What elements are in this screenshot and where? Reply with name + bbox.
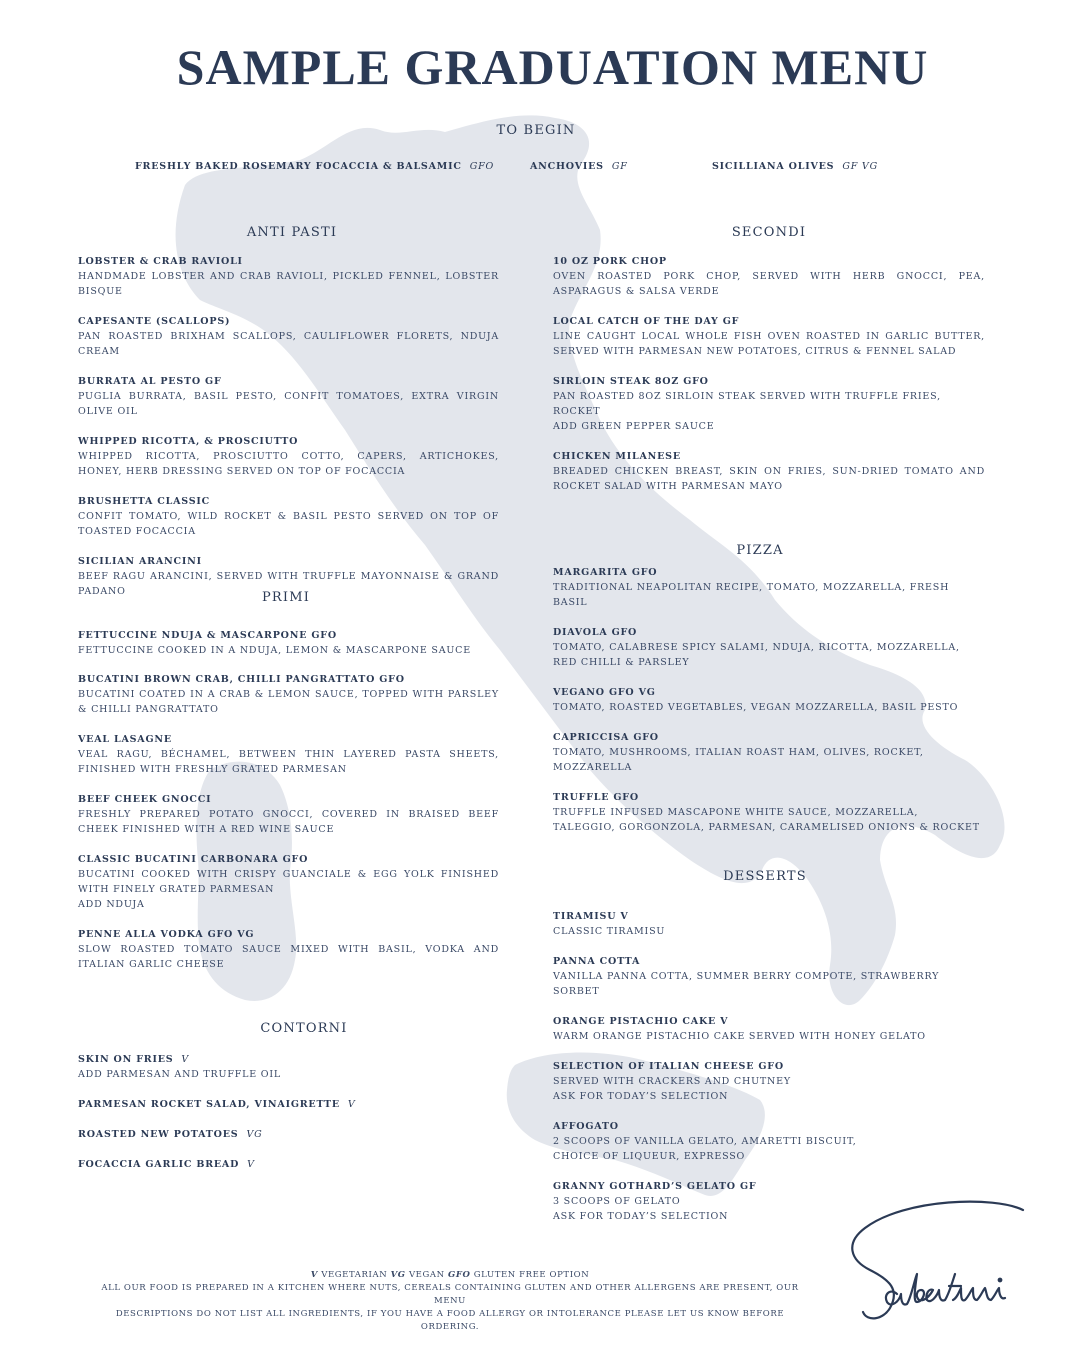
item-name: BUCATINI BROWN CRAB, CHILLI PANGRATTATO GFO: [78, 674, 405, 685]
item-name: PENNE ALLA VODKA GFO VG: [78, 929, 255, 940]
menu-item: [553, 254, 985, 299]
diet-tag: GF: [611, 161, 628, 172]
menu-item: [78, 792, 499, 837]
menu-item: [78, 374, 499, 419]
item-description-line: TRUFFLE INFUSED MASCAPONE WHITE SAUCE, MOZZARELLA,: [553, 807, 919, 818]
contorni-heading: CONTORNI: [260, 1021, 348, 1036]
legend-tag: VG: [390, 1270, 406, 1280]
menu-item: [553, 1014, 985, 1044]
item-name: CAPESANTE (SCALLOPS): [78, 316, 231, 327]
logo-s-stroke: [852, 1202, 1023, 1319]
legend-label: VEGETARIAN: [321, 1270, 388, 1280]
item-name: AFFOGATO: [553, 1121, 619, 1132]
menu-item: [553, 625, 985, 670]
pizza-heading: PIZZA: [736, 543, 784, 558]
logo-dot: [999, 1279, 1002, 1282]
diet-tag: GF VG: [842, 161, 878, 172]
item-name: [78, 1127, 499, 1142]
item-description-line: 3 SCOOPS OF GELATO: [553, 1196, 681, 1207]
item-description-line: 2 SCOOPS OF VANILLA GELATO, AMARETTI BISCUIT,: [553, 1136, 857, 1147]
diet-legend: [90, 1269, 810, 1282]
item-name: SELECTION OF ITALIAN CHEESE GFO: [553, 1061, 784, 1072]
menu-item: [553, 790, 985, 835]
primi-list: [78, 628, 499, 972]
item-name: CLASSIC BUCATINI CARBONARA GFO: [78, 854, 309, 865]
item-description: OVEN ROASTED PORK CHOP, SERVED WITH HERB GNOCCI, PEA, ASPARAGUS & SALSA VERDE: [553, 271, 985, 297]
item-description-line: TOMATO, ROASTED VEGETABLES, VEGAN MOZZARELLA, BASIL PESTO: [553, 702, 959, 713]
item-description: BUCATINI COOKED WITH CRISPY GUANCIALE & EGG YOLK FINISHED WITH FINELY GRATED PARMESAN: [78, 869, 499, 895]
item-name: CHICKEN MILANESE: [553, 451, 681, 462]
legend-tag: GFO: [447, 1270, 471, 1280]
item-description: PUGLIA BURRATA, BASIL PESTO, CONFIT TOMATOES, EXTRA VIRGIN OLIVE OIL: [78, 391, 499, 417]
item-name: CAPRICCISA GFO: [553, 732, 659, 743]
item-description-line: RED CHILLI & PARSLEY: [553, 657, 690, 668]
menu-item: [553, 1059, 985, 1104]
item-name: 10 OZ PORK CHOP: [553, 256, 667, 267]
item-description: CONFIT TOMATO, WILD ROCKET & BASIL PESTO SERVED ON TOP OF TOASTED FOCACCIA: [78, 511, 499, 537]
starter-name: ANCHOVIES: [530, 161, 604, 172]
item-name: SIRLOIN STEAK 8OZ GFO: [553, 376, 709, 387]
item-name: DIAVOLA GFO: [553, 627, 638, 638]
starter-item-focaccia: [135, 161, 494, 172]
starter-name: SICILLIANA OLIVES: [712, 161, 835, 172]
item-name-text: SKIN ON FRIES: [78, 1054, 174, 1065]
item-description: BEEF RAGU ARANCINI, SERVED WITH TRUFFLE MAYONNAISE & GRAND PADANO: [78, 571, 499, 597]
item-name: BEEF CHEEK GNOCCI: [78, 794, 212, 805]
item-description: BUCATINI COATED IN A CRAB & LEMON SAUCE, TOPPED WITH PARSLEY & CHILLI PANGRATTATO: [78, 689, 499, 715]
menu-item: [553, 954, 985, 999]
item-description: WHIPPED RICOTTA, PROSCIUTTO COTTO, CAPERS, ARTICHOKES, HONEY, HERB DRESSING SERVED ON TOP OF FOCACCIA: [78, 451, 499, 477]
item-description-line: PAN ROASTED 8OZ SIRLOIN STEAK SERVED WITH TRUFFLE FRIES, ROCKET: [553, 391, 941, 417]
item-description-line: TOMATO, MUSHROOMS, ITALIAN ROAST HAM, OLIVES, ROCKET, MOZZARELLA: [553, 747, 924, 773]
item-description-line: TALEGGIO, GORGONZOLA, PARMESAN, CARAMELISED ONIONS & ROCKET: [553, 822, 980, 833]
menu-item: [78, 628, 499, 658]
allergen-notice-line: DESCRIPTIONS DO NOT LIST ALL INGREDIENTS, IF YOU HAVE A FOOD ALLERGY OR INTOLERANCE PLEASE LET US KNOW BEFORE ORDERING.: [115, 1309, 785, 1332]
item-name: FETTUCCINE NDUJA & MASCARPONE GFO: [78, 630, 337, 641]
logo-abatini-stroke: [886, 1274, 1005, 1305]
allergen-notice-line: ALL OUR FOOD IS PREPARED IN A KITCHEN WHERE NUTS, CEREALS CONTAINING GLUTEN AND OTHER ALLERGENS ARE PRESENT, OUR MENU: [101, 1283, 799, 1306]
to-begin-heading: TO BEGIN: [496, 123, 576, 138]
item-description: LINE CAUGHT LOCAL WHOLE FISH OVEN ROASTED IN GARLIC BUTTER, SERVED WITH PARMESAN NEW POTATOES, CITRUS & FENNEL SALAD: [553, 331, 985, 357]
menu-item: [78, 494, 499, 539]
anti-pasti-list: [78, 254, 499, 599]
diet-tag: V: [181, 1054, 190, 1065]
legend-label: GLUTEN FREE OPTION: [473, 1270, 590, 1280]
menu-item: [78, 434, 499, 479]
menu-item: [553, 685, 985, 715]
item-name-text: PARMESAN ROCKET SALAD, VINAIGRETTE: [78, 1099, 340, 1110]
item-description-line: CLASSIC TIRAMISU: [553, 926, 666, 937]
menu-item: [553, 314, 985, 359]
item-name: ORANGE PISTACHIO CAKE V: [553, 1016, 729, 1027]
pizza-list: [553, 565, 985, 835]
menu-item: [553, 449, 985, 494]
menu-item: [78, 852, 499, 912]
item-name: VEAL LASAGNE: [78, 734, 172, 745]
menu-item: [78, 314, 499, 359]
menu-item: [78, 1097, 499, 1112]
page-title: SAMPLE GRADUATION MENU: [176, 39, 929, 95]
menu-item: [553, 374, 985, 434]
diet-tag: GFO: [469, 161, 495, 172]
starter-name: FRESHLY BAKED ROSEMARY FOCACCIA & BALSAMIC: [135, 161, 462, 172]
menu-item: [553, 565, 985, 610]
menu-item: [78, 1127, 499, 1142]
item-description-line: CHOICE OF LIQUEUR, EXPRESSO: [553, 1151, 746, 1162]
item-description-line: SERVED WITH CRACKERS AND CHUTNEY: [553, 1076, 791, 1087]
desserts-list: [553, 909, 985, 1224]
item-name: BRUSHETTA CLASSIC: [78, 496, 210, 507]
item-description: VEAL RAGU, BÉCHAMEL, BETWEEN THIN LAYERED PASTA SHEETS, FINISHED WITH FRESHLY GRATED PARMESAN: [78, 749, 499, 775]
legend-tag: V: [310, 1270, 318, 1280]
item-name: WHIPPED RICOTTA, & PROSCIUTTO: [78, 436, 299, 447]
menu-item: [78, 732, 499, 777]
menu-item: [78, 1157, 499, 1172]
item-description: FRESHLY PREPARED POTATO GNOCCI, COVERED IN BRAISED BEEF CHEEK FINISHED WITH A RED WINE SAUCE: [78, 809, 499, 835]
starter-item-anchovies: [530, 161, 628, 172]
starter-item-olives: [712, 161, 878, 172]
item-name-text: ROASTED NEW POTATOES: [78, 1129, 239, 1140]
diet-tag: V: [247, 1159, 255, 1170]
item-name: LOBSTER & CRAB RAVIOLI: [78, 256, 243, 267]
allergen-footer: [90, 1269, 810, 1334]
item-description: SLOW ROASTED TOMATO SAUCE MIXED WITH BASIL, VODKA AND ITALIAN GARLIC CHEESE: [78, 944, 499, 970]
item-description-line: ADD GREEN PEPPER SAUCE: [553, 421, 715, 432]
item-extra: ADD NDUJA: [78, 899, 145, 910]
item-name-text: FOCACCIA GARLIC BREAD: [78, 1159, 240, 1170]
item-description: BREADED CHICKEN BREAST, SKIN ON FRIES, SUN-DRIED TOMATO AND ROCKET SALAD WITH PARMESAN MAYO: [553, 466, 985, 492]
item-name: SICILIAN ARANCINI: [78, 556, 202, 567]
item-description-line: TRADITIONAL NEAPOLITAN RECIPE, TOMATO, MOZZARELLA, FRESH BASIL: [553, 582, 950, 608]
item-description-line: VANILLA PANNA COTTA, SUMMER BERRY COMPOTE, STRAWBERRY SORBET: [553, 971, 940, 997]
menu-item: [78, 927, 499, 972]
item-name: GRANNY GOTHARD’S GELATO GF: [553, 1181, 757, 1192]
item-description: HANDMADE LOBSTER AND CRAB RAVIOLI, PICKLED FENNEL, LOBSTER BISQUE: [78, 271, 499, 297]
item-description-line: ASK FOR TODAY’S SELECTION: [553, 1211, 729, 1222]
item-description: PAN ROASTED BRIXHAM SCALLOPS, CAULIFLOWER FLORETS, NDUJA CREAM: [78, 331, 499, 357]
menu-item: [78, 672, 499, 717]
item-description-line: TOMATO, CALABRESE SPICY SALAMI, NDUJA, RICOTTA, MOZZARELLA,: [553, 642, 960, 653]
item-description: ADD PARMESAN AND TRUFFLE OIL: [78, 1069, 282, 1080]
item-description-line: ASK FOR TODAY’S SELECTION: [553, 1091, 729, 1102]
diet-tag: V: [347, 1099, 356, 1110]
item-name: TIRAMISU V: [553, 911, 629, 922]
secondi-heading: SECONDI: [731, 225, 807, 240]
menu-item: [78, 1052, 499, 1082]
item-name: PANNA COTTA: [553, 956, 641, 967]
item-name: MARGARITA GFO: [553, 567, 658, 578]
sabatini-logo: [845, 1198, 1045, 1328]
item-description-line: WARM ORANGE PISTACHIO CAKE SERVED WITH HONEY GELATO: [553, 1031, 926, 1042]
secondi-list: [553, 254, 985, 494]
item-name: [78, 1097, 499, 1112]
item-name: BURRATA AL PESTO GF: [78, 376, 222, 387]
legend-label: VEGAN: [408, 1270, 445, 1280]
item-description: FETTUCCINE COOKED IN A NDUJA, LEMON & MASCARPONE SAUCE: [78, 645, 471, 656]
menu-item: [553, 909, 985, 939]
menu-item: [78, 254, 499, 299]
item-name: VEGANO GFO VG: [553, 687, 656, 698]
item-name: LOCAL CATCH OF THE DAY GF: [553, 316, 740, 327]
desserts-heading: DESSERTS: [723, 869, 807, 884]
item-name: [78, 1157, 499, 1172]
menu-item: [553, 1119, 985, 1164]
item-name: TRUFFLE GFO: [553, 792, 639, 803]
item-name: [78, 1052, 499, 1067]
anti-pasti-heading: ANTI PASTI: [246, 225, 338, 240]
menu-item: [553, 730, 985, 775]
primi-heading: PRIMI: [261, 590, 311, 605]
contorni-list: [78, 1052, 499, 1172]
diet-tag: VG: [246, 1129, 263, 1140]
